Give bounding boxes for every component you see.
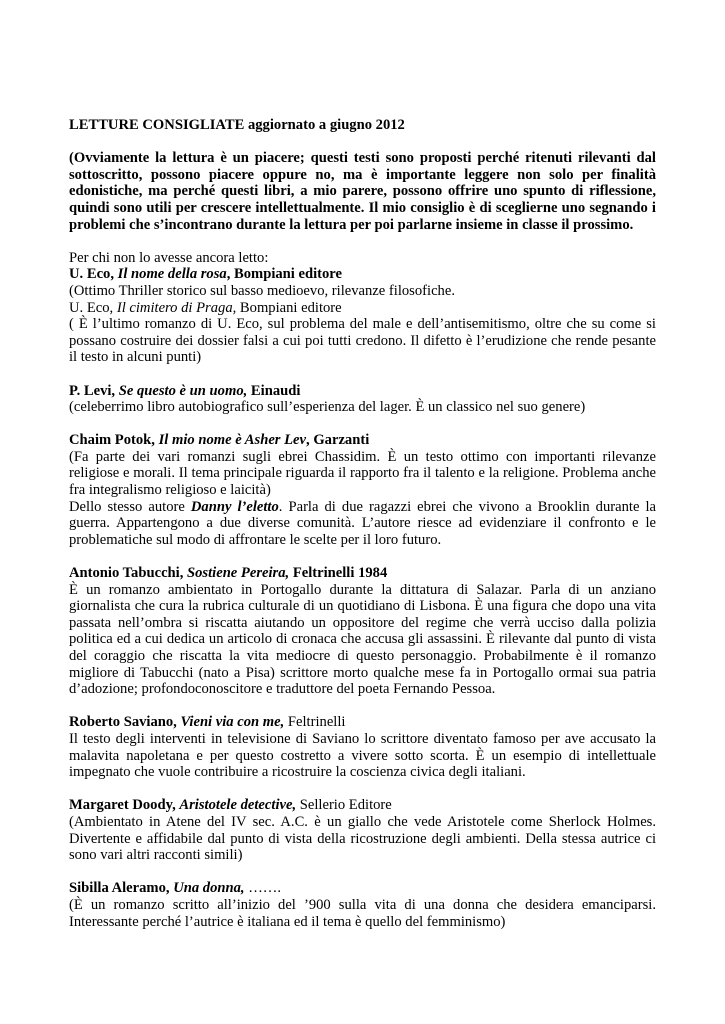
intro-paragraph: (Ovviamente la lettura è un piacere; questi testi sono proposti perché ritenuti rilevanti dal sottoscritto, possono piacere oppure no, ma è importante leggere non solo per finalità edonistiche, ma perché questi libri, a mio parere, possono offrire uno spunto di riflessione, quindi sono utili per crescere intellettualmente. Il mio consiglio è di sceglierne uno segnando i problemi che s’incontrano durante la lettura per poi parlarne insieme in classe il prossimo. (69, 150, 656, 233)
book-note-potok: (Fa parte dei vari romanzi sugli ebrei Chassidim. È un testo ottimo con importanti rilevanze religiose e morali. Il tema principale riguarda il rapporto fra il talento e la religione. Problema anche fra integralismo religioso e laicità) (69, 448, 656, 499)
book-heading-eco-praga: U. Eco, Il cimitero di Praga, Bompiani editore (69, 299, 342, 316)
book-note-potok-danny: Dello stesso autore Danny l’eletto. Parla di due ragazzi ebrei che vivono a Brooklin durante la guerra. Appartengono a due diverse comunità. L’autore riesce ad evidenziare il confronto e le problematiche sul modo di affrontare le scelte per il loro futuro. (69, 498, 656, 548)
book-note-eco-rosa: (Ottimo Thriller storico sul basso medioevo, rilevanze filosofiche. (69, 282, 455, 299)
book-heading-aleramo: Sibilla Aleramo, Una donna, ……. (69, 880, 282, 897)
book-note-eco-praga: ( È l’ultimo romanzo di U. Eco, sul problema del male e dell’antisemitismo, oltre che su come si possano costruire dei dossier falsi a cui poi tutti credono. Il difetto è l’erudizione che rende pesante il testo in alcuni punti) (69, 316, 656, 366)
book-note-doody: (Ambientato in Atene del IV sec. A.C. è un giallo che vede Aristotele come Sherlock Holmes. Divertente e affidabile dal punto di vista della ricostruzione degli ambienti. Della stessa autrice ci sono vari altri racconti simili) (69, 813, 656, 864)
book-note-tabucchi: È un romanzo ambientato in Portogallo durante la dittatura di Salazar. Parla di un anziano giornalista che cura la rubrica culturale di un quotidiano di Lisbona. È una figura che dopo una vita passata nell’ombra si riscatta aiutando un oppositore del regime che verrà ucciso dalla polizia politica ed a cui dedica un articolo di cronaca che accusa gli assassini. È rilevante dal punto di vista del coraggio che riscatta la vita mediocre di questo personaggio. Probabilmente è il romanzo migliore di Tabucchi (nato a Pisa) scrittore morto qualche mese fa in Portogallo ormai sua patria d’adozione; profondoconoscitore e traduttore del poeta Fernando Pessoa. (69, 581, 656, 698)
book-heading-saviano: Roberto Saviano, Vieni via con me, Feltrinelli (69, 714, 346, 731)
lead-text: Per chi non lo avesse ancora letto: (69, 249, 269, 266)
book-heading-tabucchi: Antonio Tabucchi, Sostiene Pereira, Feltrinelli 1984 (69, 565, 388, 582)
book-note-levi: (celeberrimo libro autobiografico sull’esperienza del lager. È un classico nel suo genere) (69, 399, 586, 416)
book-heading-eco-rosa: U. Eco, Il nome della rosa, Bompiani editore (69, 266, 342, 283)
book-note-aleramo: (È un romanzo scritto all’inizio del ’900 sulla vita di una donna che desidera emanciparsi. Interessante perché l’autrice è italiana ed il tema è quello del femminismo) (69, 896, 656, 930)
book-note-saviano: Il testo degli interventi in televisione di Saviano lo scrittore diventato famoso per ave accusato la malavita napoletana e per questo costretto a vivere sotto scorta. È un esempio di intellettuale impegnato che vuole contribuire a ricostruire la coscienza civica degli italiani. (69, 730, 656, 781)
document-page (69, 117, 656, 930)
book-heading-levi: P. Levi, Se questo è un uomo, Einaudi (69, 382, 301, 399)
page-title: LETTURE CONSIGLIATE aggiornato a giugno 2012 (69, 117, 405, 133)
book-heading-doody: Margaret Doody, Aristotele detective, Sellerio Editore (69, 797, 392, 814)
book-heading-potok: Chaim Potok, Il mio nome è Asher Lev, Garzanti (69, 432, 370, 449)
